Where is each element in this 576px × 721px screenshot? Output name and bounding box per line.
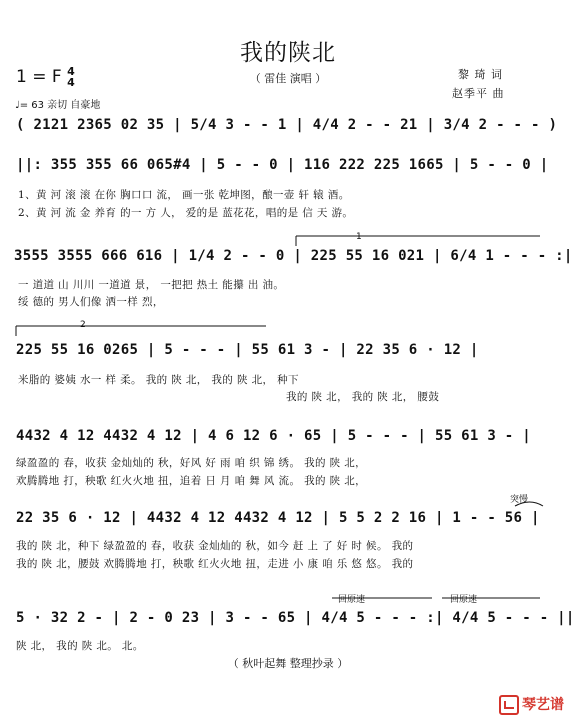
score-row-2-notes: ||: 355 355 66 065#4 | 5 - - 0 | 116 222 225 1665 | 5 - - 0 |	[16, 157, 549, 173]
score-row-2-lyric-2: 2、黄 河 流 金 养育 的一 方 人， 爱的是 蓝花花，唱的是 信 天 游。	[18, 207, 354, 219]
return-tempo-mark-2: 回原速	[450, 595, 478, 605]
volta-2-label: 2	[80, 320, 86, 330]
score-row-7-lyric-1: 陕 北， 我的 陕 北。 北。	[16, 640, 144, 652]
score-row-5-notes: 4432 4 12 4432 4 12 | 4 6 12 6 · 65 | 5 - - - | 55 61 3 - |	[16, 428, 531, 444]
score-row-6-lyric-1: 我的 陕 北，种下 绿盈盈的 春，收获 金灿灿的 秋，如今 赶 上 了 好 时 候。 我的	[16, 540, 414, 552]
song-title: 我的陕北	[240, 40, 336, 66]
score-row-3-lyric-2: 绥 德的 男人们像 洒一样 烈，	[18, 296, 164, 308]
score-row-6-lyric-2: 我的 陕 北，腰鼓 欢腾腾地 打，秧歌 红火火地 扭，走进 小 康 咱 乐 悠 悠。 我的	[16, 558, 414, 570]
score-row-4-lyric-2: 我的 陕 北， 我的 陕 北， 腰鼓	[286, 391, 440, 403]
composer-credit: 赵季平 曲	[452, 87, 505, 100]
score-row-5-lyric-1: 绿盈盈的 春，收获 金灿灿的 秋，好风 好 雨 咱 织 锦 绣。 我的 陕 北，	[16, 457, 367, 469]
tempo-marking: ♩= 63 亲切 自豪地	[15, 100, 101, 111]
score-row-4-lyric-1: 米脂的 婆姨 水一 样 柔。 我的 陕 北， 我的 陕 北， 种下	[18, 374, 299, 386]
score-row-4-notes: 225 55 16 0265 | 5 - - - | 55 61 3 - | 22 35 6 · 12 |	[16, 342, 479, 358]
score-row-7-notes: 5 · 32 2 - | 2 - 0 23 | 3 - - 65 | 4/4 5 - - - :| 4/4 5 - - - ||	[16, 610, 575, 626]
score-row-2-lyric-1: 1、黄 河 滚 滚 在你 胸口口 流， 画一张 乾坤图，酿一壶 轩 辕 酒。	[18, 189, 350, 201]
transcriber-credit: （ 秋叶起舞 整理抄录 ）	[227, 657, 349, 670]
score-row-3-lyric-1: 一 道道 山 川川 一道道 景， 一把把 热土 能攥 出 油。	[18, 279, 285, 291]
score-row-5-lyric-2: 欢腾腾地 打，秧歌 红火火地 扭，追着 日 月 咱 舞 风 流。 我的 陕 北，	[16, 475, 367, 487]
score-row-1-notes: ( 2121 2365 02 35 | 5/4 3 - - 1 | 4/4 2 - - 21 | 3/4 2 - - - )	[16, 117, 558, 133]
slur-mark	[515, 502, 543, 506]
score-row-3-notes: 3555 3555 666 616 | 1/4 2 - - 0 | 225 55 16 021 | 6/4 1 - - - :|	[14, 248, 573, 264]
key-signature: 1 = F 4 4	[16, 65, 75, 89]
logo-text: 琴艺谱	[522, 697, 564, 713]
lyricist-credit: 黎 琦 词	[458, 68, 503, 81]
singer-credit: （ 雷佳 演唱 ）	[249, 72, 327, 85]
volta-1-label: 1	[356, 232, 362, 242]
tempo-change-mark: 突慢	[510, 495, 529, 505]
score-row-6-notes: 22 35 6 · 12 | 4432 4 12 4432 4 12 | 5 5 2 2 16 | 1 - - 56 |	[16, 510, 540, 526]
return-tempo-mark-1: 回原速	[338, 595, 366, 605]
